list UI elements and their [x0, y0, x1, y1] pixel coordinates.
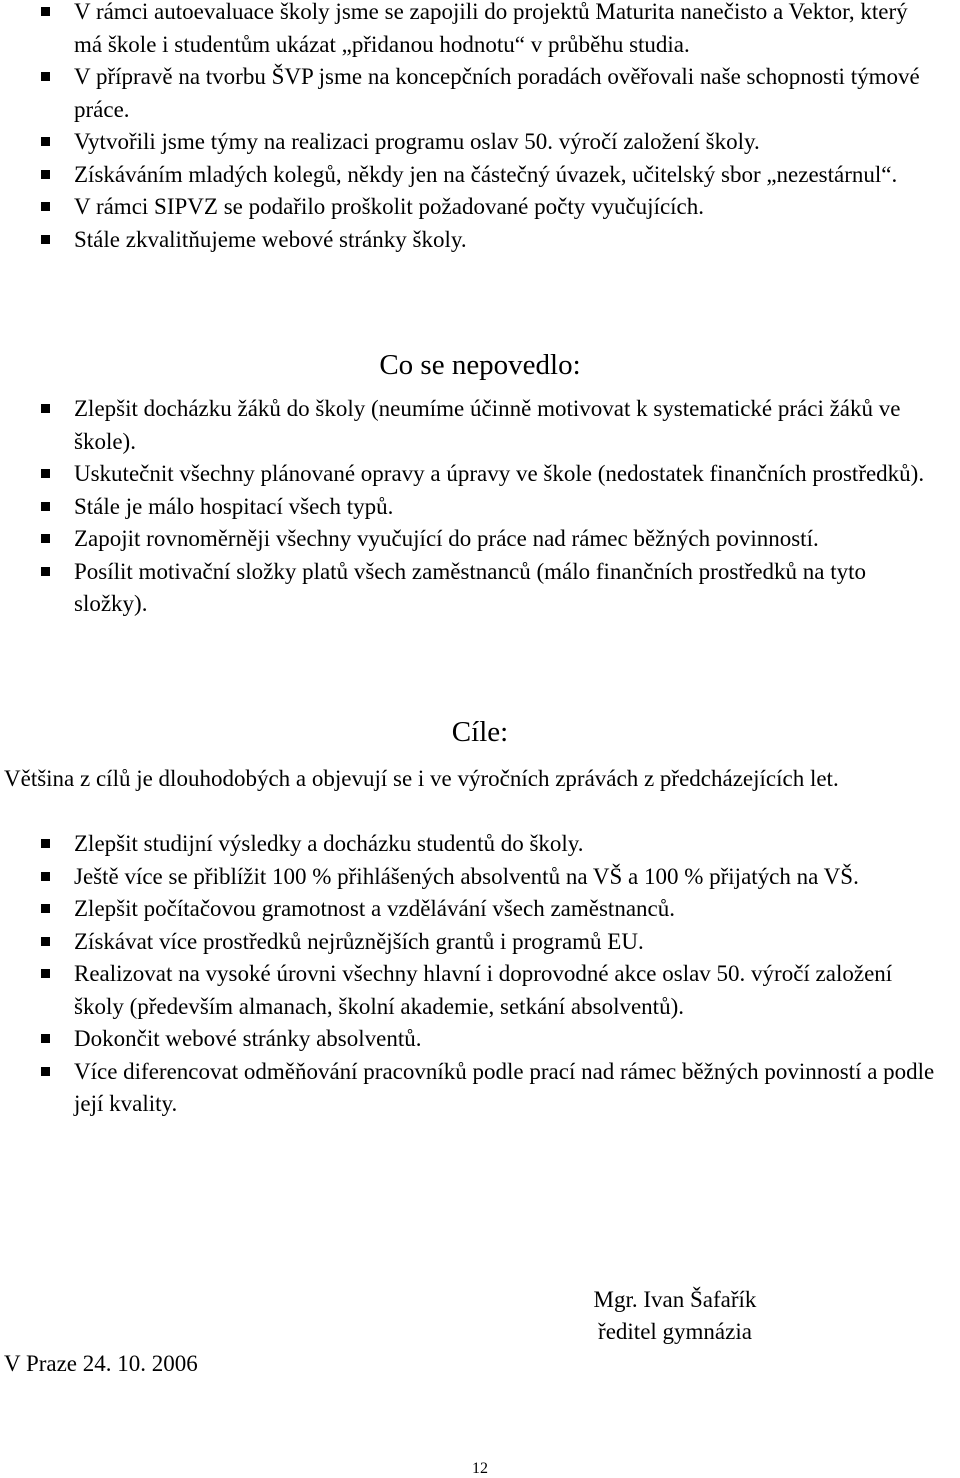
- list-item: [0, 458, 940, 491]
- list-item: [0, 191, 940, 224]
- square-bullet-icon: [41, 872, 50, 881]
- list-item: [0, 556, 940, 621]
- list-item-text: Uskutečnit všechny plánované opravy a úpravy ve škole (nedostatek finančních prostředků).: [74, 461, 925, 486]
- failures-heading: Co se nepovedlo:: [379, 349, 581, 381]
- goals-heading: Cíle:: [451, 716, 509, 748]
- list-item-text: Vytvořili jsme týmy na realizaci programu oslav 50. výročí založení školy.: [74, 129, 760, 154]
- signatory-name: Mgr. Ivan Šafařík: [593, 1287, 757, 1312]
- goals-list: [0, 828, 940, 1121]
- square-bullet-icon: [41, 7, 50, 16]
- list-item-text: Zlepšit docházku žáků do školy (neumíme účinně motivovat k systematické práci žáků ve škole).: [74, 396, 901, 454]
- list-item: [0, 224, 940, 257]
- square-bullet-icon: [41, 72, 50, 81]
- list-item: [0, 0, 940, 61]
- list-item-text: V rámci SIPVZ se podařilo proškolit požadované počty vyučujících.: [74, 194, 705, 219]
- list-item-text: Zlepšit studijní výsledky a docházku studentů do školy.: [74, 831, 584, 856]
- list-item-text: Stále zkvalitňujeme webové stránky školy.: [74, 226, 467, 252]
- list-item: [0, 393, 940, 458]
- square-bullet-icon: [41, 839, 50, 848]
- achievements-list: [0, 0, 940, 256]
- list-item: [0, 828, 940, 861]
- square-bullet-icon: [41, 469, 50, 478]
- place-date: V Praze 24. 10. 2006: [4, 1351, 198, 1376]
- page-number: 12: [472, 1460, 488, 1477]
- list-item: [0, 958, 940, 1023]
- list-item: [0, 159, 940, 192]
- square-bullet-icon: [41, 937, 50, 946]
- list-item-text: V rámci autoevaluace školy jsme se zapojili do projektů Maturita nanečisto a Vektor, který má škole i studentům ukázat „přidanou hodnotu“ v průběhu studia.: [74, 0, 908, 57]
- list-item-text: Více diferencovat odměňování pracovníků podle prací nad rámec běžných povinností a podle její kvality.: [74, 1058, 935, 1116]
- list-item: [0, 126, 940, 159]
- list-item-text: Realizovat na vysoké úrovni všechny hlavní i doprovodné akce oslav 50. výročí založení školy (především almanach, školní akademie, setkání absolventů).: [74, 961, 893, 1019]
- list-item-text: Ještě více se přiblížit 100 % přihlášených absolventů na VŠ a 100 % přijatých na VŠ.: [74, 863, 859, 889]
- square-bullet-icon: [41, 969, 50, 978]
- list-item-text: Dokončit webové stránky absolventů.: [74, 1026, 422, 1051]
- list-item-text: Zapojit rovnoměrněji všechny vyučující do práce nad rámec běžných povinností.: [74, 526, 819, 551]
- square-bullet-icon: [41, 502, 50, 511]
- list-item-text: V přípravě na tvorbu ŠVP jsme na koncepčních poradách ověřovali naše schopnosti týmové práce.: [74, 64, 920, 122]
- square-bullet-icon: [41, 904, 50, 913]
- square-bullet-icon: [41, 1034, 50, 1043]
- list-item-text: Zlepšit počítačovou gramotnost a vzdělávání všech zaměstnanců.: [74, 896, 675, 921]
- square-bullet-icon: [41, 404, 50, 413]
- square-bullet-icon: [41, 567, 50, 576]
- square-bullet-icon: [41, 1067, 50, 1076]
- list-item: [0, 61, 940, 126]
- list-item-text: Získávat více prostředků nejrůznějších grantů i programů EU.: [74, 928, 644, 954]
- square-bullet-icon: [41, 202, 50, 211]
- list-item-text: Posílit motivační složky platů všech zaměstnanců (málo finančních prostředků na tyto složky).: [74, 558, 867, 616]
- list-item: [0, 861, 940, 894]
- failures-list: [0, 393, 940, 621]
- square-bullet-icon: [41, 170, 50, 179]
- list-item: [0, 893, 940, 926]
- signatory-role: ředitel gymnázia: [598, 1319, 752, 1344]
- list-item: [0, 523, 940, 556]
- goals-intro: Většina z cílů je dlouhodobých a objevují se i ve výročních zprávách z předcházejících let.: [4, 766, 839, 791]
- square-bullet-icon: [41, 534, 50, 543]
- square-bullet-icon: [41, 235, 50, 244]
- list-item: [0, 491, 940, 524]
- list-item: [0, 1023, 940, 1056]
- square-bullet-icon: [41, 137, 50, 146]
- list-item: [0, 926, 940, 959]
- list-item-text: Získáváním mladých kolegů, někdy jen na částečný úvazek, učitelský sbor „nezestárnul“.: [74, 161, 898, 187]
- list-item-text: Stále je málo hospitací všech typů.: [74, 493, 394, 519]
- list-item: [0, 1056, 940, 1121]
